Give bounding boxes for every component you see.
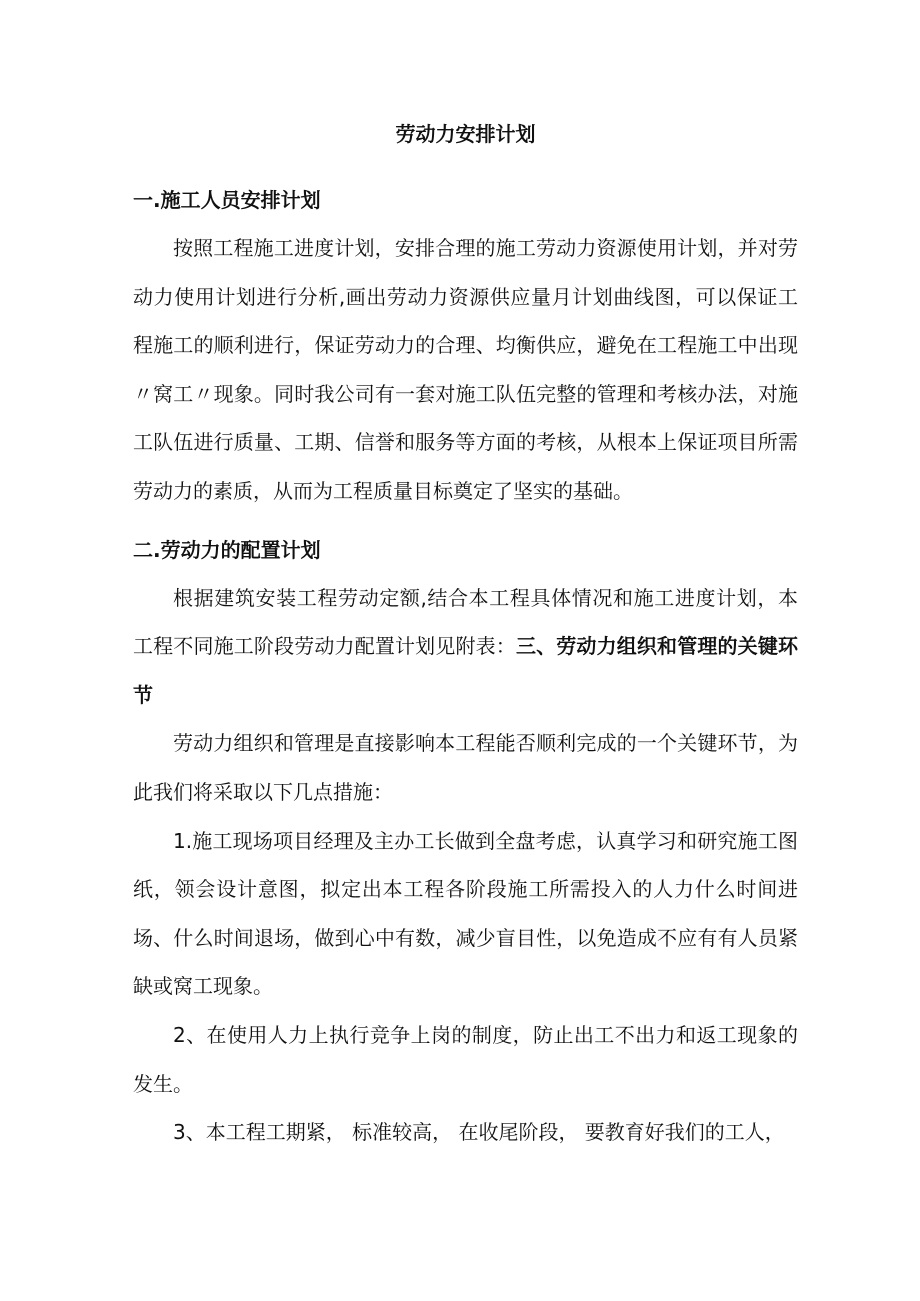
section-heading-2: 二.劳动力的配置计划 xyxy=(133,537,321,562)
section-heading-1: 一.施工人员安排计划 xyxy=(133,188,321,212)
measure-item-1: 1.施工现场项目经理及主办工长做到全盘考虑，认真学习和研究施工图纸，领会设计意图，拟定出本工程各阶段施工所需投入的人力什么时间进场、什么时间退场，做到心中有数，减少盲目性，以免造成不应有有人员紧缺或窝工现象。 xyxy=(133,828,798,999)
section-heading-3-inline: 三、劳动力组织和管理的关键环节 xyxy=(133,634,798,707)
section-2-paragraph-text: 根据建筑安装工程劳动定额,结合本工程具体情况和施工进度计划，本工程不同施工阶段劳动力配置计划见附表： xyxy=(133,585,798,659)
section-3-intro: 劳动力组织和管理是直接影响本工程能否顺利完成的一个关键环节，为此我们将采取以下几点措施： xyxy=(133,731,798,804)
section-2-paragraph xyxy=(133,574,798,720)
measure-item-2: 2、在使用人力上执行竞争上岗的制度，防止出工不出力和返工现象的发生。 xyxy=(133,1022,798,1096)
document-content xyxy=(133,118,798,1157)
document-title: 劳动力安排计划 xyxy=(395,122,536,146)
measure-item-3: 3、本工程工期紧， 标准较高， 在收尾阶段， 要教育好我们的工人， xyxy=(173,1120,785,1145)
section-1-paragraph: 按照工程施工进度计划，安排合理的施工劳动力资源使用计划，并对劳动力使用计划进行分析,画出劳动力资源供应量月计划曲线图，可以保证工程施工的顺利进行，保证劳动力的合理、均衡供应，避免在工程施工中出现〃窝工〃现象。同时我公司有一套对施工队伍完整的管理和考核办法，对施工队伍进行质量、工期、信誉和服务等方面的考核，从根本上保证项目所需劳动力的素质，从而为工程质量目标奠定了坚实的基础。 xyxy=(133,236,798,503)
